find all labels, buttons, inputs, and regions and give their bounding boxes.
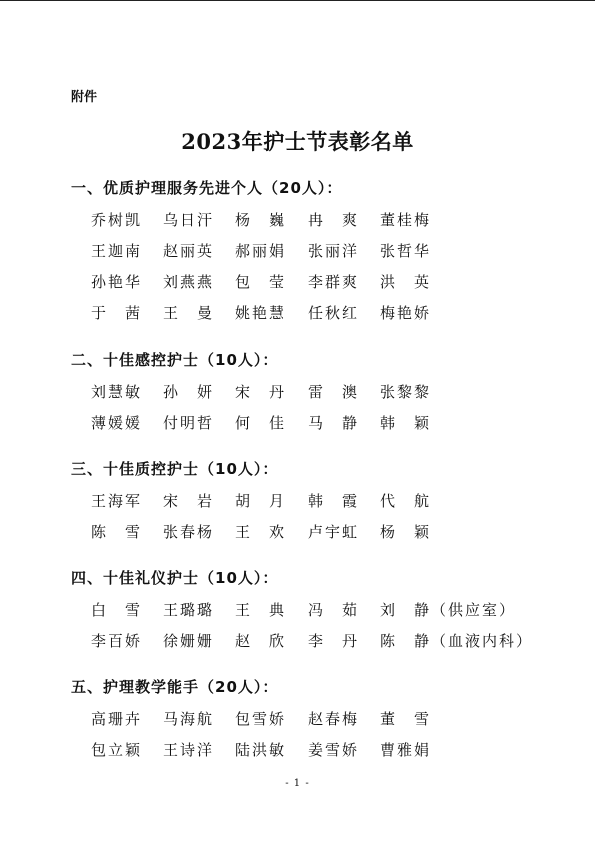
person-name: 胡 月 xyxy=(235,492,287,510)
person-name: 雷 澳 xyxy=(308,383,360,401)
name-row xyxy=(71,708,571,739)
person-name: 王诗洋 xyxy=(163,741,215,759)
attachment-label: 附件 xyxy=(71,90,98,105)
person-name: 何 佳 xyxy=(235,414,287,432)
person-name: 赵 欣 xyxy=(235,632,287,650)
section-teaching xyxy=(71,676,571,770)
person-name: 韩 霞 xyxy=(308,492,360,510)
document-title: 2023年护士节表彰名单 xyxy=(181,129,414,154)
person-name: 王 曼 xyxy=(163,304,215,322)
person-name: 张丽洋 xyxy=(308,242,360,260)
person-name: 郝丽娟 xyxy=(235,242,287,260)
person-name: 张哲华 xyxy=(380,242,432,260)
person-name: 董 雪 xyxy=(380,710,432,728)
person-name: 付明哲 xyxy=(163,414,215,432)
section-heading: 一、优质护理服务先进个人（20人）： xyxy=(71,179,343,197)
person-name: 梅艳娇 xyxy=(380,304,432,322)
person-name: 徐姗姗 xyxy=(163,632,215,650)
name-row xyxy=(71,490,571,521)
name-row xyxy=(71,599,571,630)
person-name: 冯 茹 xyxy=(308,601,360,619)
person-name: 王璐璐 xyxy=(163,601,215,619)
person-name: 高珊卉 xyxy=(91,710,143,728)
person-name: 马海航 xyxy=(163,710,215,728)
section-quality-control xyxy=(71,458,571,552)
person-name: 李群爽 xyxy=(308,273,360,291)
person-name: 薄媛媛 xyxy=(91,414,143,432)
person-name: 刘慧敏 xyxy=(91,383,143,401)
top-border-line xyxy=(0,0,595,1)
person-name: 代 航 xyxy=(380,492,432,510)
person-name: 王海军 xyxy=(91,492,143,510)
name-row xyxy=(71,302,571,333)
name-row xyxy=(71,521,571,552)
person-name: 张黎黎 xyxy=(380,383,432,401)
person-name: 包雪娇 xyxy=(235,710,287,728)
person-name: 宋 岩 xyxy=(163,492,215,510)
person-name: 王 典 xyxy=(235,601,287,619)
name-row xyxy=(71,739,571,770)
person-name: 刘 静（供应室） xyxy=(380,601,517,619)
person-name: 乌日汗 xyxy=(163,211,215,229)
name-row xyxy=(71,381,571,412)
person-name: 陆洪敏 xyxy=(235,741,287,759)
person-name: 乔树凯 xyxy=(91,211,143,229)
section-quality-nursing xyxy=(71,177,571,333)
person-name: 姚艳慧 xyxy=(235,304,287,322)
person-name: 陈 雪 xyxy=(91,523,143,541)
person-name: 董桂梅 xyxy=(380,211,432,229)
section-infection-control xyxy=(71,349,571,443)
person-name: 刘燕燕 xyxy=(163,273,215,291)
person-name: 卢宇虹 xyxy=(308,523,360,541)
section-heading: 三、十佳质控护士（10人）： xyxy=(71,460,279,478)
person-name: 韩 颖 xyxy=(380,414,432,432)
person-name: 包立颖 xyxy=(91,741,143,759)
person-name: 白 雪 xyxy=(91,601,143,619)
person-name: 洪 英 xyxy=(380,273,432,291)
name-row xyxy=(71,240,571,271)
name-row xyxy=(71,412,571,443)
person-name: 陈 静（血液内科） xyxy=(380,632,534,650)
section-etiquette xyxy=(71,567,571,661)
person-name: 李百娇 xyxy=(91,632,143,650)
person-name: 包 莹 xyxy=(235,273,287,291)
person-name: 马 静 xyxy=(308,414,360,432)
name-row xyxy=(71,271,571,302)
person-name: 赵春梅 xyxy=(308,710,360,728)
person-name: 孙艳华 xyxy=(91,273,143,291)
person-name: 宋 丹 xyxy=(235,383,287,401)
person-name: 杨 巍 xyxy=(235,211,287,229)
section-heading: 二、十佳感控护士（10人）： xyxy=(71,351,279,369)
section-heading: 四、十佳礼仪护士（10人）： xyxy=(71,569,279,587)
person-name: 任秋红 xyxy=(308,304,360,322)
person-name: 杨 颖 xyxy=(380,523,432,541)
person-name: 张春杨 xyxy=(163,523,215,541)
page-number: - 1 - xyxy=(285,778,310,789)
person-name: 赵丽英 xyxy=(163,242,215,260)
person-name: 姜雪娇 xyxy=(308,741,360,759)
name-row xyxy=(71,630,571,661)
person-name: 于 茜 xyxy=(91,304,143,322)
section-heading: 五、护理教学能手（20人）： xyxy=(71,678,279,696)
name-row xyxy=(71,209,571,240)
person-name: 王迦南 xyxy=(91,242,143,260)
person-name: 李 丹 xyxy=(308,632,360,650)
person-name: 冉 爽 xyxy=(308,211,360,229)
person-name: 曹雅娟 xyxy=(380,741,432,759)
person-name: 孙 妍 xyxy=(163,383,215,401)
person-name: 王 欢 xyxy=(235,523,287,541)
